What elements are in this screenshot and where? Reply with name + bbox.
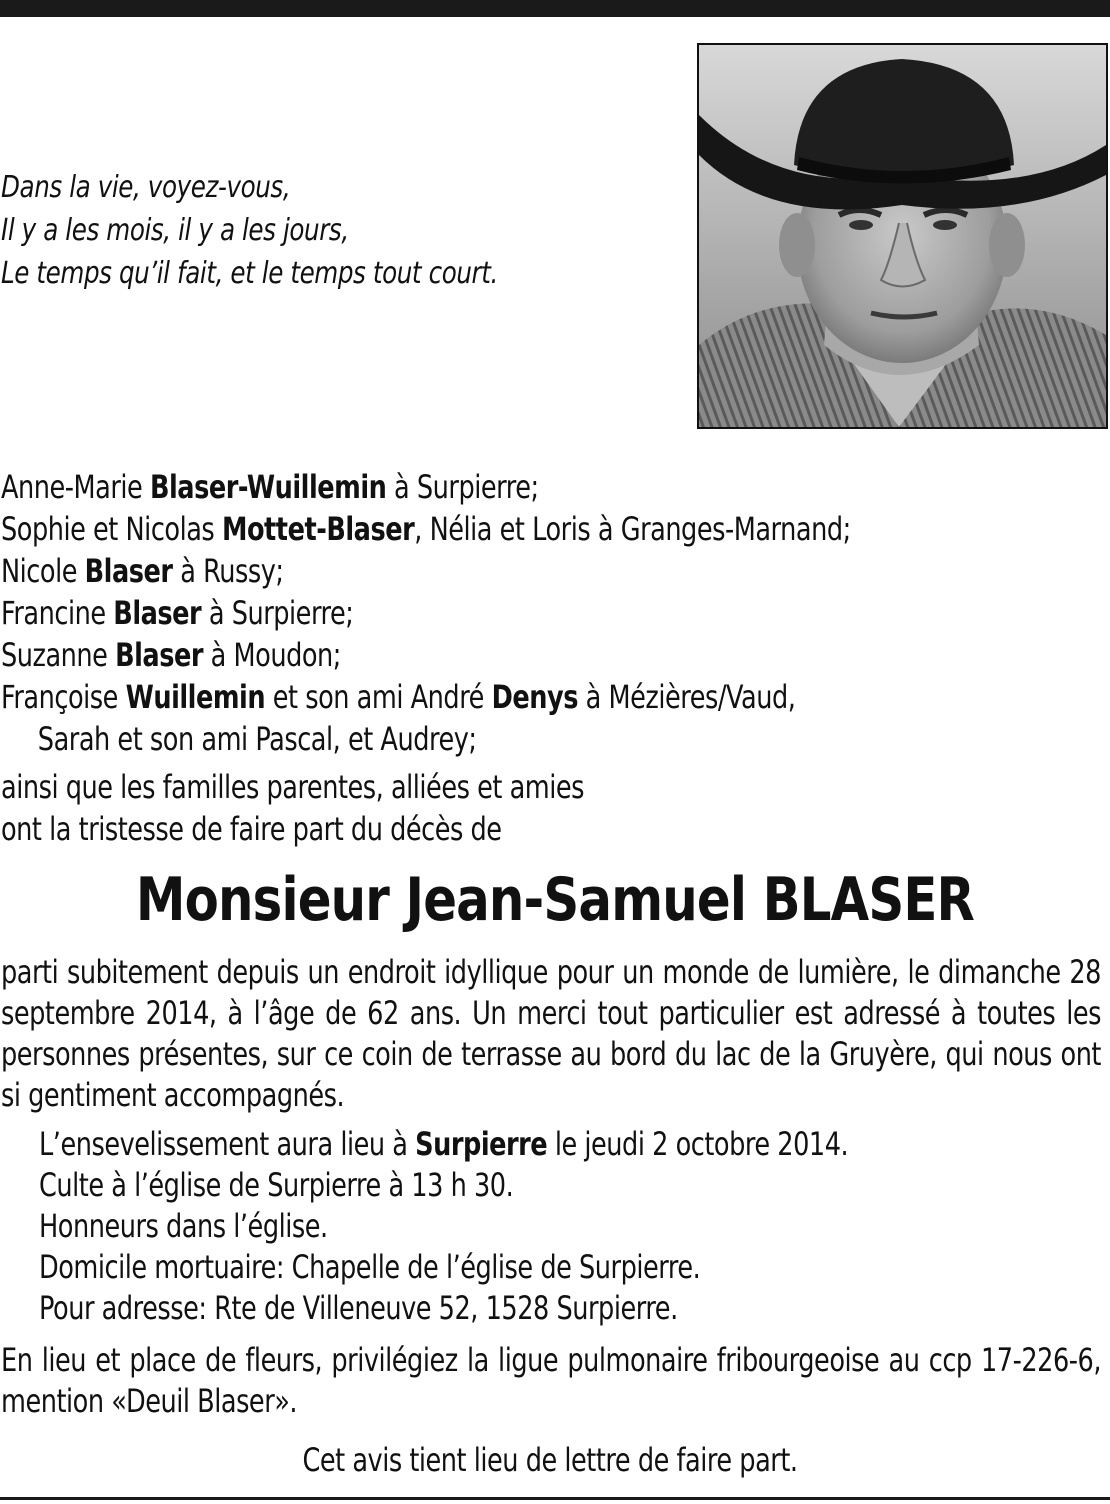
poem-line: Il y a les mois, il y a les jours, (1, 213, 349, 248)
family-line-text: à Mézières/Vaud, (577, 678, 796, 716)
funeral-details (39, 1124, 848, 1329)
family-line-surname: Mottet-Blaser (221, 510, 415, 548)
family-line-surname: Denys (491, 678, 578, 716)
family-line-surname: Blaser (113, 594, 202, 632)
family-line-text: Françoise (1, 678, 126, 716)
portrait-photo (697, 43, 1108, 429)
family-line-text: à Russy; (172, 552, 284, 590)
family-line-text: à Surpierre; (201, 594, 354, 632)
domicile-line: Domicile mortuaire: Chapelle de l’église de Surpierre. (39, 1248, 701, 1286)
family-line (1, 466, 851, 508)
closing-line: Cet avis tient lieu de lettre de faire part. (302, 1441, 798, 1479)
family-line-surname: Wuillemin (125, 678, 266, 716)
deceased-name: Monsieur Jean-Samuel BLASER (135, 865, 975, 935)
family-line-text: , Nélia et Loris à Granges-Marnand; (414, 510, 851, 548)
poem-line: Le temps qu’il fait, et le temps tout court. (1, 256, 498, 291)
family-line-text: Francine (1, 594, 114, 632)
announcement (1, 766, 584, 850)
honours-line: Honneurs dans l’église. (39, 1207, 328, 1245)
bottom-rule (0, 1497, 1110, 1500)
family-line-text: et son ami André (265, 678, 492, 716)
family-line (1, 592, 851, 634)
family-line-text: Sophie et Nicolas (1, 510, 222, 548)
family-line-surname: Blaser (84, 552, 173, 590)
announcement-line: ainsi que les familles parentes, alliées et amies (1, 768, 585, 806)
address-line: Pour adresse: Rte de Villeneuve 52, 1528 Surpierre. (39, 1289, 678, 1327)
family-line (1, 676, 851, 718)
burial-place: Surpierre (415, 1125, 548, 1163)
family-line-continuation: Sarah et son ami Pascal, et Audrey; (37, 720, 477, 758)
family-line-text: Nicole (1, 552, 85, 590)
family-line (1, 634, 851, 676)
top-rule (0, 0, 1110, 17)
family-list (1, 466, 851, 760)
burial-text: le jeudi 2 octobre 2014. (547, 1125, 849, 1163)
announcement-line: ont la tristesse de faire part du décès de (1, 810, 502, 848)
burial-text: L’ensevelissement aura lieu à (39, 1125, 416, 1163)
flowers-notice: En lieu et place de fleurs, privilégiez la ligue pulmonaire fribourgeoise au ccp 17-226-6, mention «Deuil Blaser». (1, 1341, 1101, 1420)
poem (1, 166, 498, 295)
family-line-text: à Moudon; (203, 636, 341, 674)
family-line (1, 508, 851, 550)
family-line-text: à Surpierre; (386, 468, 539, 506)
poem-line: Dans la vie, voyez-vous, (1, 170, 291, 205)
family-line-surname: Blaser-Wuillemin (149, 468, 387, 506)
family-line-text: Anne-Marie (1, 468, 150, 506)
obituary-paragraph: parti subitement depuis un endroit idyllique pour un monde de lumière, le dimanche 28 septembre 2014, à l’âge de 62 ans. Un merci tout particulier est adressé à toutes les personnes présentes, sur ce coin de terrasse au bord du lac de la Gruyère, qui nous ont si gentiment accompagnés. (1, 953, 1101, 1114)
family-line-surname: Blaser (115, 636, 204, 674)
burial-line (39, 1124, 848, 1165)
family-line-text: Suzanne (1, 636, 116, 674)
family-line (1, 550, 851, 592)
service-line: Culte à l’église de Surpierre à 13 h 30. (39, 1166, 514, 1204)
